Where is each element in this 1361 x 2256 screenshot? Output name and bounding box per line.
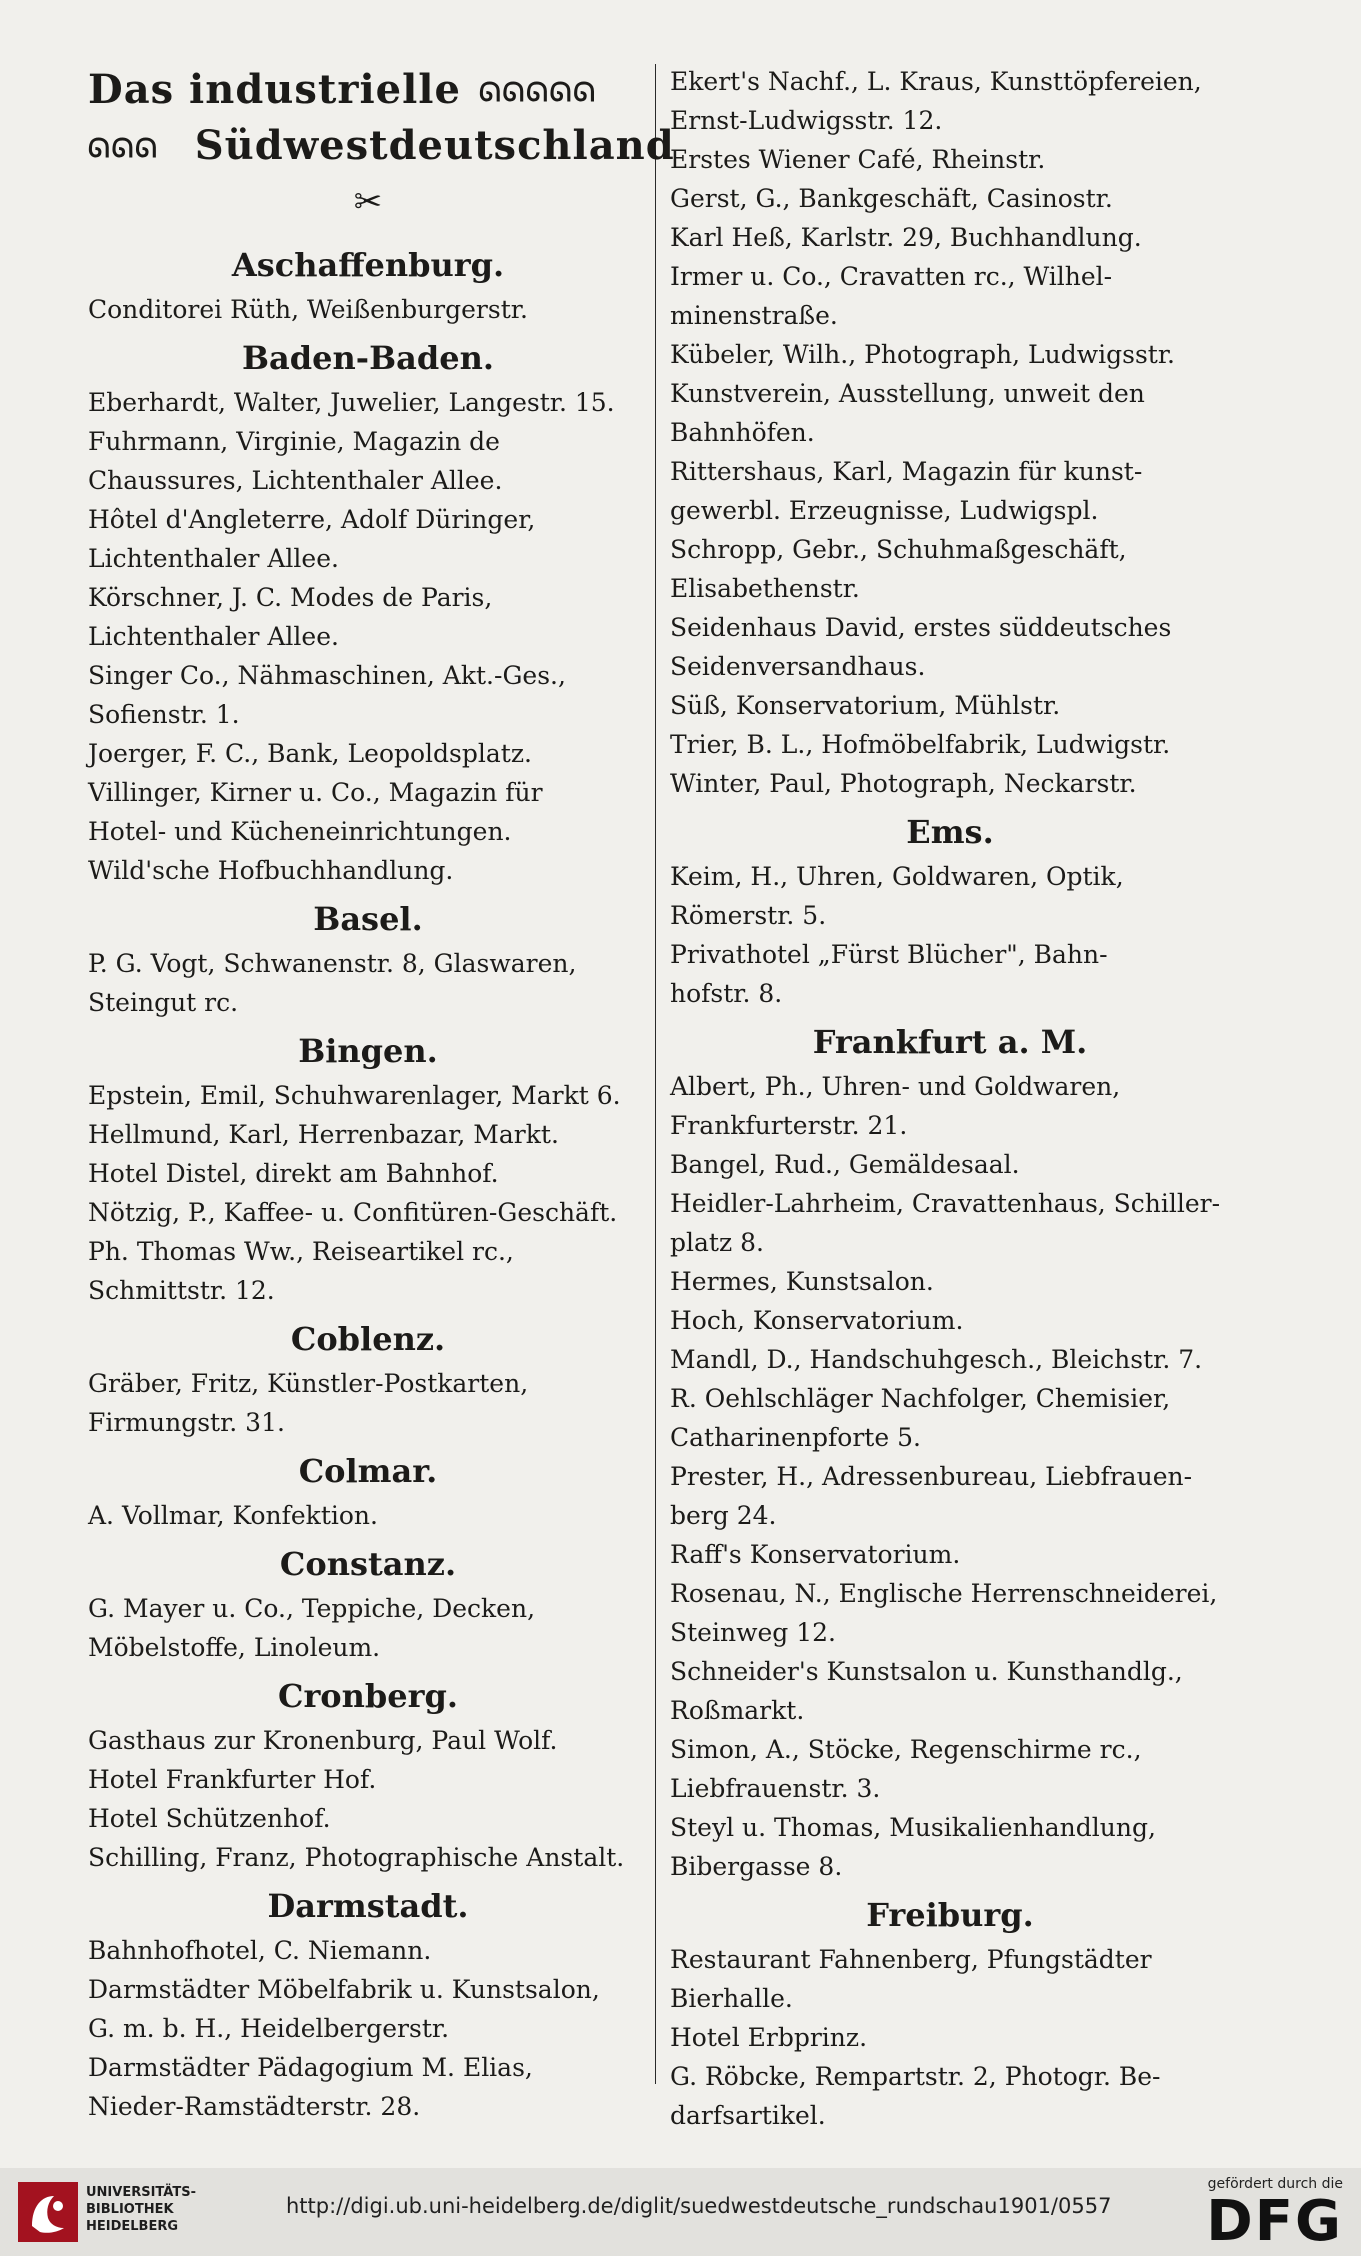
directory-entry [670,1457,1230,1535]
entry-line: Heidler-Lahrheim, Cravattenhaus, Schiller- [670,1189,1221,1218]
city-heading: Baden-Baden. [242,339,494,377]
city-heading: Darmstadt. [267,1887,469,1925]
directory-entry [670,764,1230,803]
library-name-line: HEIDELBERG [86,2219,179,2234]
directory-entry [88,500,648,578]
directory-entry [88,1799,648,1838]
entry-line: Bierhalle. [670,1984,793,2013]
directory-entry [88,773,648,851]
entry-line: Epstein, Emil, Schuhwarenlager, Markt 6. [88,1081,621,1110]
directory-entry [670,62,1230,140]
city-heading: Coblenz. [290,1320,446,1358]
entry-line: minenstraße. [670,301,838,330]
title-line-2 [88,118,675,174]
entry-line: Hellmund, Karl, Herrenbazar, Markt. [88,1120,559,1149]
directory-entry [88,1589,648,1667]
city-heading: Freiburg. [866,1896,1034,1934]
entry-line: Steinweg 12. [670,1618,836,1647]
entry-line: Ernst-Ludwigsstr. 12. [670,106,943,135]
entry-line: Elisabethenstr. [670,574,860,603]
scissors-separator-icon: ✂ [353,182,383,222]
entry-line: Gräber, Fritz, Künstler-Postkarten, [88,1369,529,1398]
entry-line: Hotel- und Kücheneinrichtungen. [88,817,512,846]
entry-line: Chaussures, Lichtenthaler Allee. [88,466,503,495]
directory-entry [88,1721,648,1760]
directory-entry [670,1262,1230,1301]
directory-entry [88,656,648,734]
title-text-1: Das industrielle [88,66,461,113]
entry-line: Ekert's Nachf., L. Kraus, Kunsttöpfereien, [670,67,1202,96]
entry-line: Bahnhöfen. [670,418,815,447]
entry-line: Sofienstr. 1. [88,700,240,729]
column-divider [655,64,656,2084]
entry-line: Albert, Ph., Uhren- und Goldwaren, [670,1072,1121,1101]
directory-entry [670,1808,1230,1886]
entry-line: Gerst, G., Bankgeschäft, Casinostr. [670,184,1113,213]
directory-entry [670,1652,1230,1730]
entry-line: Hotel Distel, direkt am Bahnhof. [88,1159,499,1188]
entry-line: Mandl, D., Handschuhgesch., Bleichstr. 7. [670,1345,1203,1374]
entry-line: R. Oehlschläger Nachfolger, Chemisier, [670,1384,1171,1413]
entry-line: Seidenhaus David, erstes süddeutsches [670,613,1172,642]
entry-line: Kübeler, Wilh., Photograph, Ludwigsstr. [670,340,1175,369]
city-heading: Constanz. [279,1545,457,1583]
entry-line: Möbelstoffe, Linoleum. [88,1633,381,1662]
directory-entry [88,1496,648,1535]
directory-entry [670,857,1230,935]
directory-entry [88,1760,648,1799]
directory-entry [670,608,1230,686]
entry-line: Trier, B. L., Hofmöbelfabrik, Ludwigstr. [670,730,1171,759]
directory-entry [88,1193,648,1232]
directory-entry [670,452,1230,530]
entry-line: gewerbl. Erzeugnisse, Ludwigspl. [670,496,1099,525]
entry-line: Hotel Schützenhof. [88,1804,331,1833]
entry-line: platz 8. [670,1228,764,1257]
entry-line: Irmer u. Co., Cravatten rc., Wilhel- [670,262,1113,291]
right-column [670,62,1230,2135]
title-text-2: Südwestdeutschland [194,122,675,169]
directory-entry [88,1232,648,1310]
city-heading: Aschaffenburg. [231,246,505,284]
library-name [86,2184,196,2235]
entry-line: Privathotel „Fürst Blücher", Bahn- [670,940,1108,969]
entry-line: G. Mayer u. Co., Teppiche, Decken, [88,1594,536,1623]
city-heading: Basel. [313,900,423,938]
entry-line: hofstr. 8. [670,979,783,1008]
entry-line: darfsartikel. [670,2101,826,2130]
directory-entry [670,1730,1230,1808]
directory-entry [88,383,648,422]
ornament-2: ᘏᘏᘏ [88,134,159,164]
directory-entry [670,179,1230,218]
entry-line: G. m. b. H., Heidelbergerstr. [88,2014,450,2043]
ornament-1: ᘏᘏᘏᘏᘏ [478,78,597,108]
directory-entry [88,422,648,500]
entry-line: Seidenversandhaus. [670,652,926,681]
entry-line: G. Röbcke, Rempartstr. 2, Photogr. Be- [670,2062,1161,2091]
directory-entry [670,1535,1230,1574]
entry-line: Körschner, J. C. Modes de Paris, [88,583,493,612]
directory-entry [88,2048,648,2126]
dfg-logo: DFG [1206,2189,1343,2254]
directory-entry [88,578,648,656]
entry-line: Lichtenthaler Allee. [88,622,339,651]
directory-entry [670,1145,1230,1184]
directory-entry [670,935,1230,1013]
entry-line: A. Vollmar, Konfektion. [88,1501,378,1530]
entry-line: Hermes, Kunstsalon. [670,1267,934,1296]
entry-line: Hotel Frankfurter Hof. [88,1765,377,1794]
entry-line: Simon, A., Stöcke, Regenschirme rc., [670,1735,1142,1764]
entry-line: Schmittstr. 12. [88,1276,275,1305]
entry-line: Darmstädter Pädagogium M. Elias, [88,2053,533,2082]
entry-line: Hoch, Konservatorium. [670,1306,964,1335]
entry-line: Römerstr. 5. [670,901,827,930]
entry-line: Lichtenthaler Allee. [88,544,339,573]
entry-line: Restaurant Fahnenberg, Pfungstädter [670,1945,1152,1974]
directory-entry [670,1184,1230,1262]
library-name-line: UNIVERSITÄTS- [86,2185,196,2200]
entry-line: Joerger, F. C., Bank, Leopoldsplatz. [88,739,532,768]
directory-entry [670,1301,1230,1340]
directory-entry [88,1154,648,1193]
entry-line: Rittershaus, Karl, Magazin für kunst- [670,457,1143,486]
city-heading: Ems. [906,813,994,851]
directory-entry [670,686,1230,725]
directory-entry [670,1067,1230,1145]
entry-line: Ph. Thomas Ww., Reiseartikel rc., [88,1237,514,1266]
entry-line: Karl Heß, Karlstr. 29, Buchhandlung. [670,223,1142,252]
entry-line: Eberhardt, Walter, Juwelier, Langestr. 15. [88,388,615,417]
directory-entry [670,335,1230,374]
directory-entry [670,1940,1230,2018]
directory-entry [670,140,1230,179]
entry-line: Gasthaus zur Kronenburg, Paul Wolf. [88,1726,558,1755]
directory-entry [670,374,1230,452]
entry-line: Darmstädter Möbelfabrik u. Kunstsalon, [88,1975,600,2004]
entry-line: Bangel, Rud., Gemäldesaal. [670,1150,1020,1179]
university-library-logo-icon [18,2182,78,2242]
entry-line: Raff's Konservatorium. [670,1540,961,1569]
city-heading: Bingen. [298,1032,438,1070]
entry-line: Liebfrauenstr. 3. [670,1774,881,1803]
right-sections [670,62,1230,2135]
directory-entry [670,1379,1230,1457]
entry-line: Singer Co., Nähmaschinen, Akt.-Ges., [88,661,566,690]
directory-entry [88,1115,648,1154]
entry-line: Roßmarkt. [670,1696,805,1725]
entry-line: Hotel Erbprinz. [670,2023,868,2052]
entry-line: Süß, Konservatorium, Mühlstr. [670,691,1061,720]
directory-entry [88,1970,648,2048]
entry-line: Bahnhofhotel, C. Niemann. [88,1936,432,1965]
left-sections [88,242,648,2126]
entry-line: Schneider's Kunstsalon u. Kunsthandlg., [670,1657,1183,1686]
entry-line: Steingut rc. [88,988,239,1017]
entry-line: Conditorei Rüth, Weißenburgerstr. [88,295,528,324]
directory-entry [88,1931,648,1970]
directory-entry [670,218,1230,257]
entry-line: berg 24. [670,1501,777,1530]
left-column [88,62,675,2126]
directory-entry [88,1076,648,1115]
entry-line: Rosenau, N., Englische Herrenschneiderei, [670,1579,1218,1608]
directory-entry [88,851,648,890]
directory-entry [88,290,648,329]
entry-line: Winter, Paul, Photograph, Neckarstr. [670,769,1137,798]
directory-entry [88,944,648,1022]
directory-entry [670,2057,1230,2135]
entry-line: Catharinenpforte 5. [670,1423,921,1452]
directory-entry [670,1574,1230,1652]
directory-entry [670,257,1230,335]
entry-line: Villinger, Kirner u. Co., Magazin für [88,778,543,807]
entry-line: Kunstverein, Ausstellung, unweit den [670,379,1145,408]
library-name-line: BIBLIOTHEK [86,2202,174,2217]
entry-line: Hôtel d'Angleterre, Adolf Düringer, [88,505,536,534]
directory-entry [88,1364,648,1442]
entry-line: Keim, H., Uhren, Goldwaren, Optik, [670,862,1124,891]
entry-line: Schilling, Franz, Photographische Anstalt. [88,1843,625,1872]
entry-line: Schropp, Gebr., Schuhmaßgeschäft, [670,535,1127,564]
city-heading: Frankfurt a. M. [812,1023,1088,1061]
directory-entry [670,1340,1230,1379]
entry-line: Nieder-Ramstädterstr. 28. [88,2092,421,2121]
directory-entry [670,725,1230,764]
directory-entry [88,1838,648,1877]
title-line-1 [88,62,648,118]
funded-by-label: gefördert durch die [1207,2176,1343,2192]
entry-line: Nötzig, P., Kaffee- u. Confitüren-Geschäft. [88,1198,618,1227]
entry-line: Wild'sche Hofbuchhandlung. [88,856,454,885]
entry-line: Frankfurterstr. 21. [670,1111,908,1140]
entry-line: Steyl u. Thomas, Musikalienhandlung, [670,1813,1156,1842]
entry-line: Firmungstr. 31. [88,1408,285,1437]
entry-line: Bibergasse 8. [670,1852,843,1881]
entry-line: P. G. Vogt, Schwanenstr. 8, Glaswaren, [88,949,577,978]
source-url-link[interactable]: http://digi.ub.uni-heidelberg.de/diglit/suedwestdeutsche_rundschau1901/0557 [286,2194,1112,2218]
entry-line: Fuhrmann, Virginie, Magazin de [88,427,500,456]
directory-entry [670,530,1230,608]
directory-entry [670,2018,1230,2057]
directory-entry [88,734,648,773]
entry-line: Prester, H., Adressenbureau, Liebfrauen- [670,1462,1193,1491]
footer-bar [0,2168,1361,2256]
city-heading: Cronberg. [277,1677,459,1715]
entry-line: Erstes Wiener Café, Rheinstr. [670,145,1046,174]
city-heading: Colmar. [298,1452,438,1490]
